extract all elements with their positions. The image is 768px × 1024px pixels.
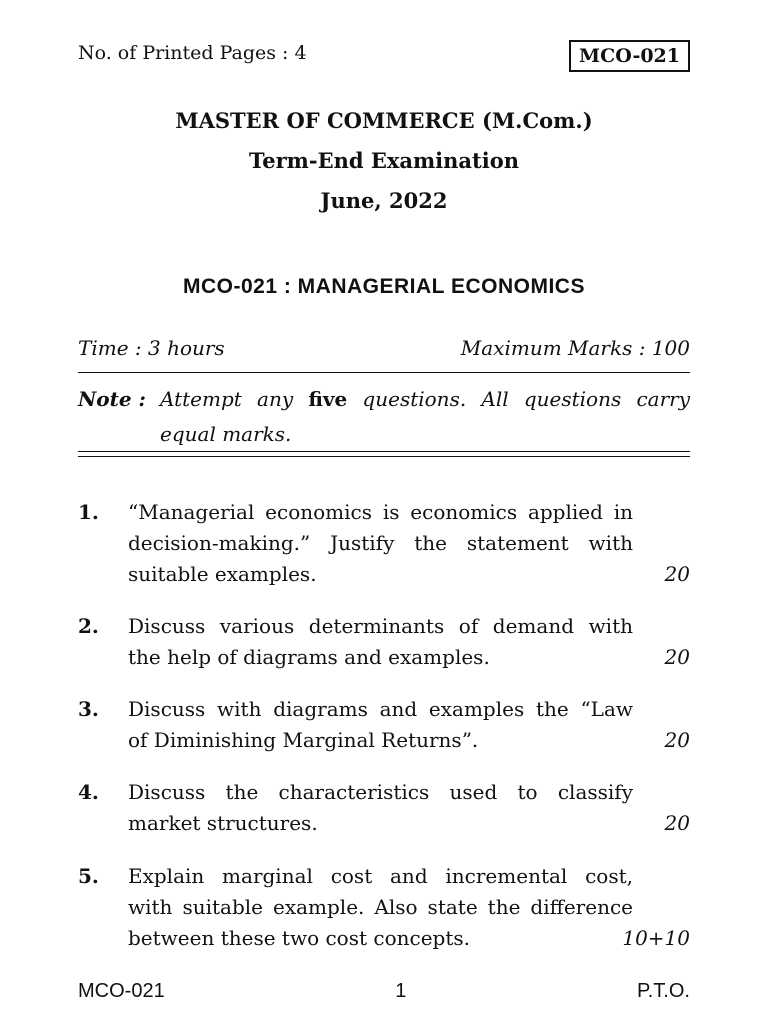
maximum-marks: Maximum Marks : 100 bbox=[460, 336, 690, 360]
question-5 bbox=[78, 861, 690, 954]
question-marks: 20 bbox=[664, 728, 690, 752]
please-turn-over: P.T.O. bbox=[636, 980, 690, 1002]
footer-course-code: MCO-021 bbox=[78, 980, 165, 1002]
question-text-line: Discuss various determinants of demand with bbox=[128, 614, 633, 638]
question-text-line: the help of diagrams and examples. bbox=[128, 645, 490, 669]
question-text-line: Explain marginal cost and incremental cost, bbox=[128, 864, 633, 888]
question-2 bbox=[78, 611, 690, 673]
question-text-line: market structures. bbox=[128, 811, 318, 835]
course-code-box: MCO-021 bbox=[569, 40, 690, 72]
programme-title: MASTER OF COMMERCE (M.Com.) bbox=[175, 108, 593, 133]
divider-double-2 bbox=[78, 456, 690, 457]
printed-pages: No. of Printed Pages : 4 bbox=[78, 42, 307, 64]
question-text-line: Discuss the characteristics used to classify bbox=[128, 780, 633, 804]
divider-top bbox=[78, 372, 690, 373]
time-allowed: Time : 3 hours bbox=[78, 336, 225, 360]
question-3 bbox=[78, 694, 690, 756]
divider-double-1 bbox=[78, 451, 690, 452]
exam-session: June, 2022 bbox=[320, 188, 448, 213]
question-text-line: decision-making.” Justify the statement with bbox=[128, 531, 633, 555]
instructions-note bbox=[78, 382, 690, 452]
note-label: Note : bbox=[78, 387, 146, 411]
question-marks: 20 bbox=[664, 645, 690, 669]
question-text-line: with suitable example. Also state the difference bbox=[128, 895, 633, 919]
question-text-line: suitable examples. bbox=[128, 562, 317, 586]
question-text-line: between these two cost concepts. bbox=[128, 926, 470, 950]
question-marks: 10+10 bbox=[622, 926, 690, 950]
question-text-line: “Managerial economics is economics applied in bbox=[128, 500, 633, 524]
page-footer bbox=[78, 980, 690, 1003]
course-title: MCO-021 : MANAGERIAL ECONOMICS bbox=[183, 275, 585, 298]
question-marks: 20 bbox=[664, 562, 690, 586]
question-number: 3. bbox=[78, 697, 99, 721]
question-number: 4. bbox=[78, 780, 99, 804]
question-text-line: of Diminishing Marginal Returns”. bbox=[128, 728, 479, 752]
exam-meta bbox=[78, 336, 690, 360]
question-number: 2. bbox=[78, 614, 99, 638]
note-line-2: equal marks. bbox=[160, 422, 292, 446]
note-line-1: Attempt any five questions. All questions carry bbox=[160, 387, 690, 411]
note-emphasis: five bbox=[308, 387, 348, 411]
question-1 bbox=[78, 497, 690, 590]
question-marks: 20 bbox=[664, 811, 690, 835]
exam-title: Term-End Examination bbox=[248, 148, 519, 173]
question-4 bbox=[78, 777, 690, 839]
question-number: 5. bbox=[78, 864, 99, 888]
question-text-line: Discuss with diagrams and examples the “Law bbox=[128, 697, 633, 721]
page-number: 1 bbox=[395, 980, 407, 1002]
question-number: 1. bbox=[78, 500, 99, 524]
